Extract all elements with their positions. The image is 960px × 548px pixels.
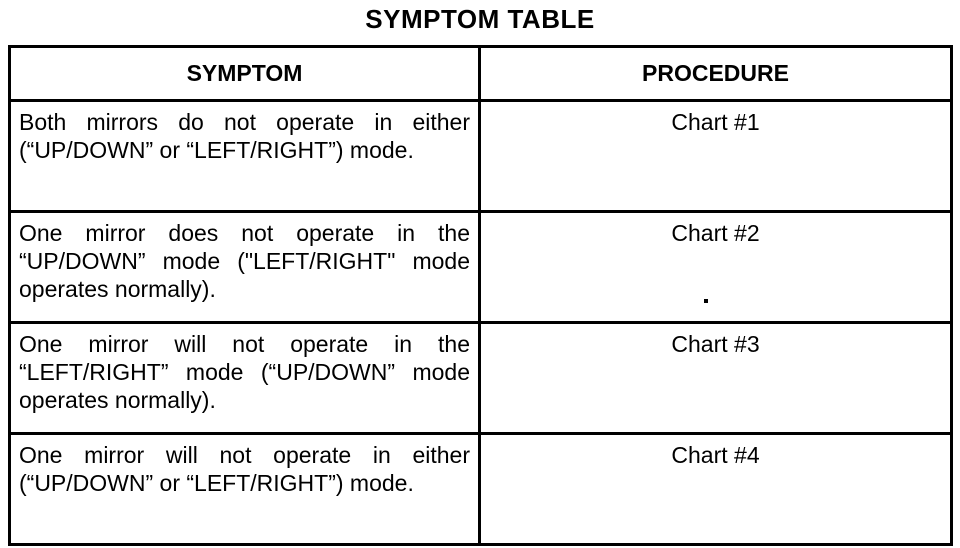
symptom-table	[8, 45, 953, 546]
scan-speck	[704, 299, 708, 303]
table-row	[10, 212, 952, 323]
symptom-cell: One mirror will not operate in either (“UP/DOWN” or “LEFT/RIGHT”) mode.	[10, 434, 480, 545]
symptom-column-header: SYMPTOM	[10, 47, 480, 101]
procedure-column-header: PROCEDURE	[480, 47, 952, 101]
procedure-cell: Chart #3	[480, 323, 952, 434]
symptom-cell: One mirror does not operate in the “UP/DOWN” mode ("LEFT/RIGHT" mode operates normally).	[10, 212, 480, 323]
procedure-cell: Chart #4	[480, 434, 952, 545]
table-row	[10, 101, 952, 212]
symptom-cell: Both mirrors do not operate in either (“UP/DOWN” or “LEFT/RIGHT”) mode.	[10, 101, 480, 212]
page-title: SYMPTOM TABLE	[365, 4, 595, 34]
symptom-cell: One mirror will not operate in the “LEFT/RIGHT” mode (“UP/DOWN” mode operates normally).	[10, 323, 480, 434]
table-row	[10, 323, 952, 434]
procedure-cell: Chart #2	[480, 212, 952, 323]
procedure-cell: Chart #1	[480, 101, 952, 212]
table-row	[10, 434, 952, 545]
table-header-row	[10, 47, 952, 101]
